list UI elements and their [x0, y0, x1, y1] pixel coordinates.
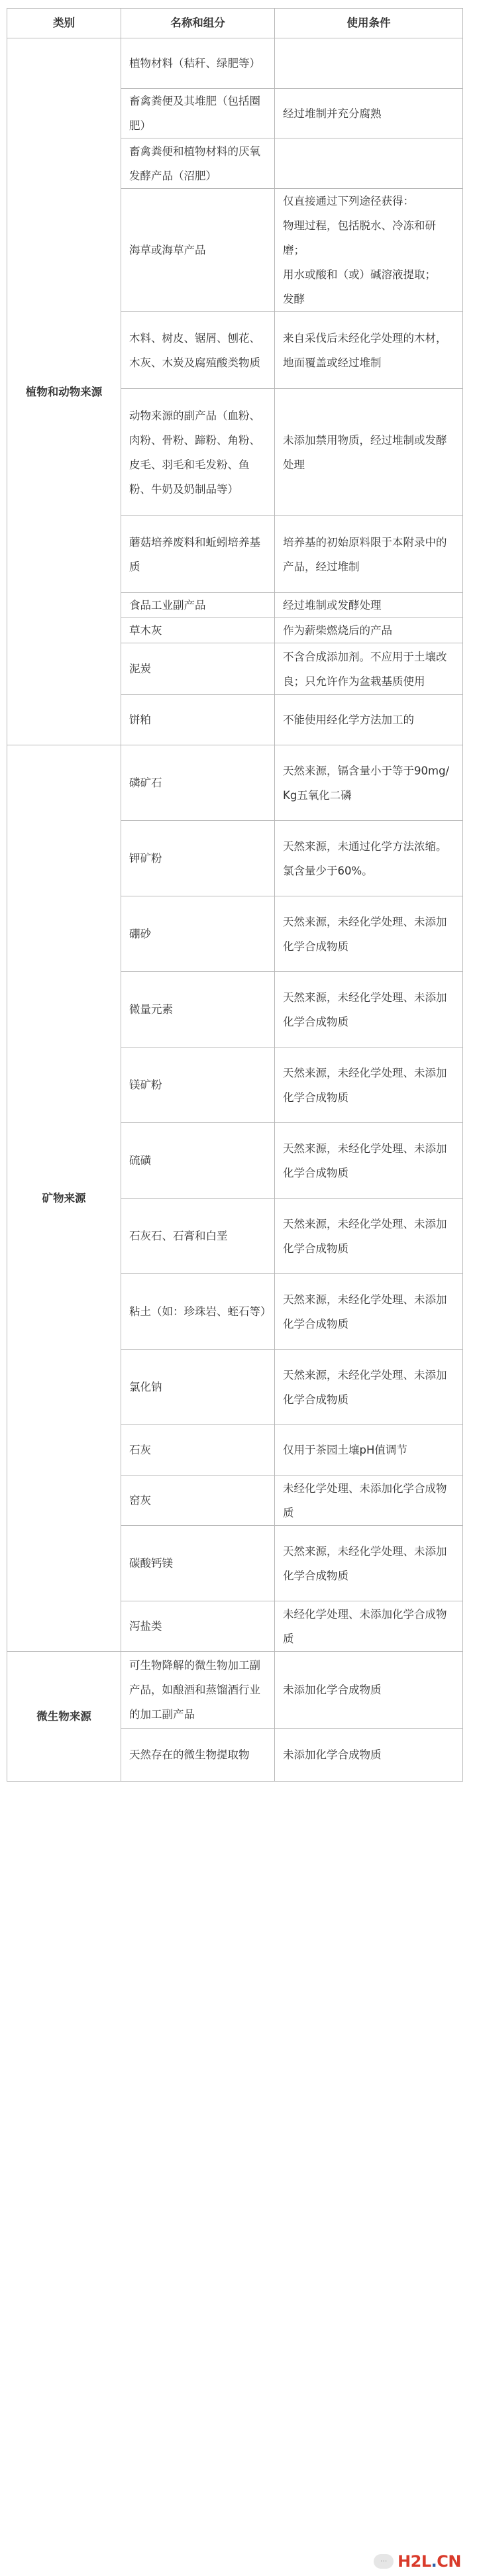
name-cell: 草木灰	[121, 618, 275, 643]
name-cell: 海草或海草产品	[121, 189, 275, 312]
name-cell: 畜禽粪便和植物材料的厌氧发酵产品（沼肥）	[121, 138, 275, 189]
name-cell: 镁矿粉	[121, 1047, 275, 1123]
document	[7, 8, 462, 1782]
name-cell: 钾矿粉	[121, 821, 275, 896]
table-row	[7, 38, 463, 89]
condition-cell: 仅直接通过下列途径获得： 物理过程，包括脱水、冷冻和研磨； 用水或酸和（或）碱溶液提取； 发酵	[275, 189, 463, 312]
name-cell: 泻盐类	[121, 1601, 275, 1652]
name-cell: 畜禽粪便及其堆肥（包括圈肥）	[121, 89, 275, 138]
name-cell: 动物来源的副产品（血粉、肉粉、骨粉、蹄粉、角粉、皮毛、羽毛和毛发粉、鱼粉、牛奶及奶制品等）	[121, 389, 275, 516]
condition-cell: 未添加化学合成物质	[275, 1652, 463, 1729]
name-cell: 粘土（如：珍珠岩、蛭石等）	[121, 1274, 275, 1350]
condition-cell: 来自采伐后未经化学处理的木材，地面覆盖或经过堆制	[275, 312, 463, 389]
name-cell: 硼砂	[121, 896, 275, 972]
category-cell: 植物和动物来源	[7, 38, 121, 745]
name-cell: 饼粕	[121, 695, 275, 745]
condition-cell: 未添加禁用物质，经过堆制或发酵处理	[275, 389, 463, 516]
table-header-row	[7, 9, 463, 38]
condition-cell: 天然来源，未经化学处理、未添加化学合成物质	[275, 1526, 463, 1601]
name-cell: 磷矿石	[121, 745, 275, 821]
header-name: 名称和组分	[121, 9, 275, 38]
name-cell: 蘑菇培养废料和蚯蚓培养基质	[121, 516, 275, 593]
condition-cell: 仅用于茶园土壤pH值调节	[275, 1425, 463, 1476]
header-condition: 使用条件	[275, 9, 463, 38]
name-cell: 石灰石、石膏和白垩	[121, 1199, 275, 1274]
header-category: 类别	[7, 9, 121, 38]
name-cell: 石灰	[121, 1425, 275, 1476]
name-cell: 泥炭	[121, 643, 275, 695]
condition-cell: 作为薪柴燃烧后的产品	[275, 618, 463, 643]
condition-cell: 培养基的初始原料限于本附录中的产品，经过堆制	[275, 516, 463, 593]
name-cell: 碳酸钙镁	[121, 1526, 275, 1601]
condition-cell: 不含合成添加剂。不应用于土壤改良；只允许作为盆栽基质使用	[275, 643, 463, 695]
condition-cell	[275, 38, 463, 89]
condition-cell: 天然来源，未经化学处理、未添加化学合成物质	[275, 972, 463, 1047]
name-cell: 硫磺	[121, 1123, 275, 1199]
condition-cell: 未经化学处理、未添加化学合成物质	[275, 1476, 463, 1526]
condition-cell	[275, 138, 463, 189]
condition-cell: 天然来源，未经化学处理、未添加化学合成物质	[275, 896, 463, 972]
name-cell: 窑灰	[121, 1476, 275, 1526]
category-cell: 矿物来源	[7, 745, 121, 1652]
condition-cell: 经过堆制并充分腐熟	[275, 89, 463, 138]
condition-cell: 天然来源，未经化学处理、未添加化学合成物质	[275, 1274, 463, 1350]
name-cell: 天然存在的微生物提取物	[121, 1729, 275, 1782]
table-row	[7, 1652, 463, 1729]
condition-cell: 天然来源，未经化学处理、未添加化学合成物质	[275, 1123, 463, 1199]
name-cell: 微量元素	[121, 972, 275, 1047]
condition-cell: 天然来源，未经化学处理、未添加化学合成物质	[275, 1199, 463, 1274]
wechat-badge-icon: ···	[374, 2554, 394, 2569]
category-cell: 微生物来源	[7, 1652, 121, 1782]
name-cell: 木料、树皮、锯屑、刨花、木灰、木炭及腐殖酸类物质	[121, 312, 275, 389]
name-cell: 可生物降解的微生物加工副产品，如酿酒和蒸馏酒行业的加工副产品	[121, 1652, 275, 1729]
condition-cell: 天然来源，未通过化学方法浓缩。氯含量少于60%。	[275, 821, 463, 896]
condition-cell: 天然来源，未经化学处理、未添加化学合成物质	[275, 1350, 463, 1425]
fertilizer-table	[7, 8, 463, 1782]
condition-cell: 天然来源，镉含量小于等于90mg/Kg五氧化二磷	[275, 745, 463, 821]
name-cell: 氯化钠	[121, 1350, 275, 1425]
table-body	[7, 38, 463, 1782]
condition-cell: 未添加化学合成物质	[275, 1729, 463, 1782]
name-cell: 食品工业副产品	[121, 593, 275, 618]
name-cell: 植物材料（秸秆、绿肥等）	[121, 38, 275, 89]
watermark	[374, 2552, 461, 2571]
condition-cell: 不能使用经化学方法加工的	[275, 695, 463, 745]
condition-cell: 天然来源，未经化学处理、未添加化学合成物质	[275, 1047, 463, 1123]
condition-cell: 未经化学处理、未添加化学合成物质	[275, 1601, 463, 1652]
condition-cell: 经过堆制或发酵处理	[275, 593, 463, 618]
site-logo: H2L.CN	[398, 2552, 461, 2571]
table-row	[7, 745, 463, 821]
